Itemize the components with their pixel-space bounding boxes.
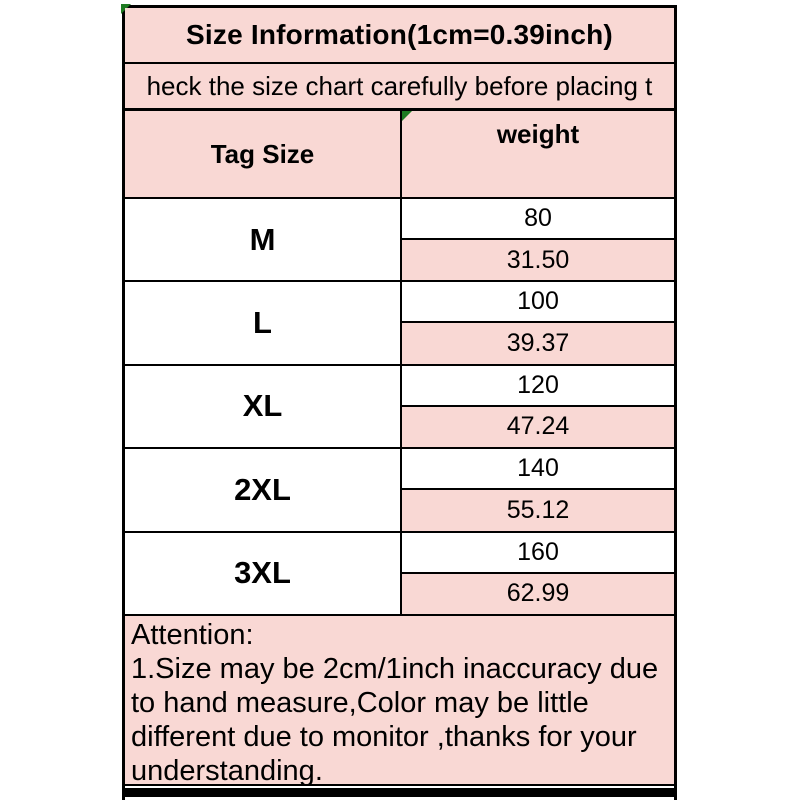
col-header-weight-label: weight [496, 119, 580, 149]
page-title: Size Information(1cm=0.39inch) [186, 19, 613, 50]
weight-value-bottom: 55.12 [402, 490, 674, 530]
weight-value-top: 120 [402, 366, 674, 407]
attention-line: different due to monitor ,thanks for your [131, 720, 637, 753]
table-header-row [125, 111, 674, 199]
weight-cell [402, 533, 674, 614]
weight-value-top: 160 [402, 533, 674, 574]
title-row [125, 8, 674, 64]
weight-cell [402, 366, 674, 447]
weight-cell [402, 199, 674, 280]
comment-marker-icon [402, 111, 412, 121]
size-label: M [125, 199, 402, 280]
attention-heading: Attention: [131, 618, 254, 651]
table-row [125, 533, 674, 616]
size-chart-table [122, 5, 677, 800]
weight-value-bottom: 39.37 [402, 323, 674, 363]
col-header-tag-size: Tag Size [125, 111, 402, 197]
size-label: XL [125, 366, 402, 447]
attention-line: understanding. [131, 754, 323, 787]
weight-value-top: 80 [402, 199, 674, 240]
table-row [125, 366, 674, 449]
bottom-border-bar [125, 788, 674, 797]
size-label: L [125, 282, 402, 363]
weight-value-bottom: 31.50 [402, 240, 674, 280]
weight-value-top: 100 [402, 282, 674, 323]
size-label: 3XL [125, 533, 402, 614]
notice-text: heck the size chart carefully before placing t [146, 70, 653, 101]
weight-value-bottom: 47.24 [402, 407, 674, 447]
attention-line: to hand measure,Color may be little [131, 686, 589, 719]
table-row [125, 199, 674, 282]
col-header-weight [402, 111, 674, 197]
size-label: 2XL [125, 449, 402, 530]
attention-section [125, 616, 674, 786]
table-row [125, 282, 674, 365]
attention-line: 1.Size may be 2cm/1inch inaccuracy due [131, 652, 659, 685]
weight-value-top: 140 [402, 449, 674, 490]
weight-value-bottom: 62.99 [402, 574, 674, 614]
weight-cell [402, 282, 674, 363]
weight-cell [402, 449, 674, 530]
table-row [125, 449, 674, 532]
notice-row [125, 64, 674, 111]
